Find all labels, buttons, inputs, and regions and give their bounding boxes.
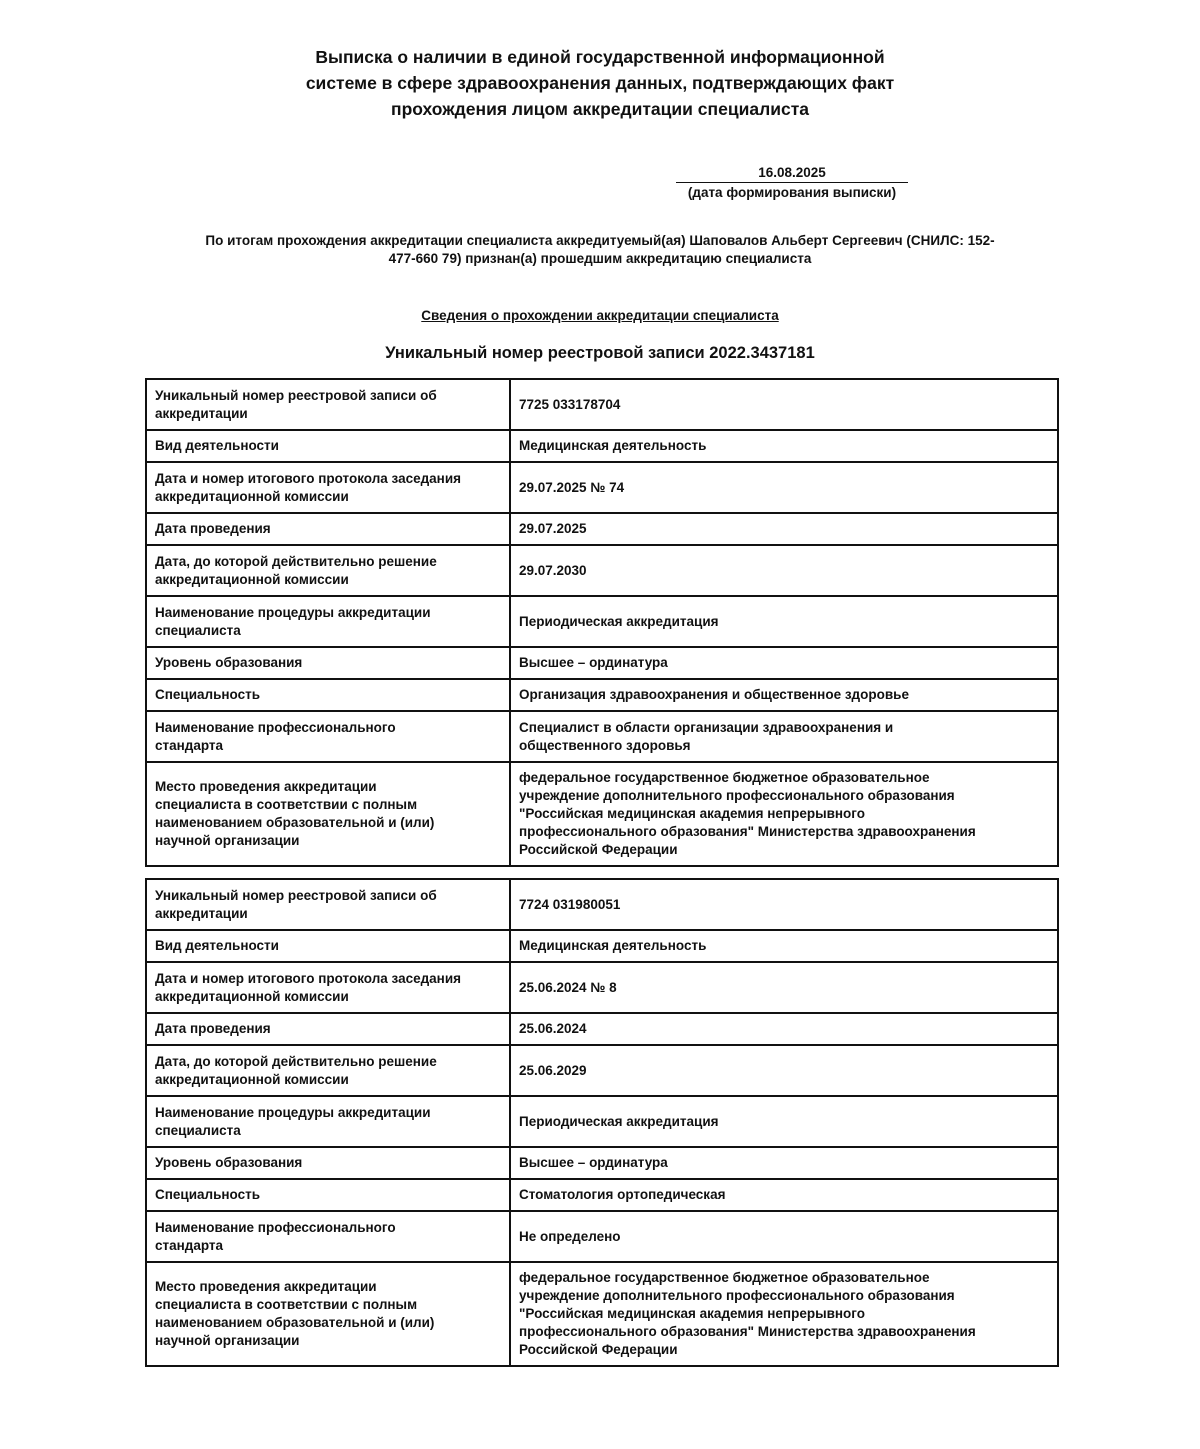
field-label (146, 879, 510, 930)
field-value-line: "Российская медицинская академия непрерывного (519, 1306, 865, 1321)
table-row (146, 1211, 1058, 1262)
field-value-line: Организация здравоохранения и общественное здоровье (519, 687, 909, 702)
table-row (146, 545, 1058, 596)
field-label-line: Вид деятельности (155, 438, 279, 453)
field-value (510, 930, 1058, 962)
document-title-line: системе в сфере здравоохранения данных, подтверждающих факт (305, 73, 895, 93)
field-value (510, 679, 1058, 711)
field-label-line: Дата, до которой действительно решение (155, 1053, 437, 1069)
section-heading: Сведения о прохождении аккредитации специалиста (421, 308, 779, 323)
field-label-line: наименованием образовательной и (или) (155, 815, 435, 830)
field-value (510, 596, 1058, 647)
field-label-line: Наименование процедуры аккредитации (155, 1104, 431, 1120)
field-value-line: федеральное государственное бюджетное образовательное (519, 770, 930, 785)
field-label (146, 430, 510, 462)
field-label (146, 679, 510, 711)
field-label-line: научной организации (155, 833, 300, 848)
field-label (146, 1013, 510, 1045)
accreditation-table-body (146, 879, 1058, 1366)
table-row (146, 711, 1058, 762)
field-value (510, 1013, 1058, 1045)
field-label (146, 1096, 510, 1147)
accreditation-table-2 (145, 878, 1059, 1367)
field-label-line: специалиста (155, 622, 241, 638)
field-value (510, 879, 1058, 930)
issue-date-block (672, 164, 912, 203)
field-value-line: 25.06.2024 (519, 1021, 587, 1036)
field-value-line: 25.06.2024 № 8 (519, 979, 617, 995)
field-value (510, 513, 1058, 545)
field-label (146, 379, 510, 430)
field-value-line: Медицинская деятельность (519, 438, 707, 453)
accreditation-table-1 (145, 378, 1059, 867)
field-label-line: Специальность (155, 1187, 261, 1202)
table-row (146, 1096, 1058, 1147)
field-label-line: Дата и номер итогового протокола заседания (155, 970, 462, 986)
field-label-line: специалиста в соответствии с полным (155, 1297, 418, 1312)
field-label-line: Уникальный номер реестровой записи об (155, 387, 437, 403)
field-label (146, 762, 510, 866)
field-value (510, 430, 1058, 462)
registry-number: Уникальный номер реестровой записи 2022.3437181 (385, 344, 815, 362)
field-value-line: профессионального образования" Министерства здравоохранения (519, 1324, 976, 1339)
table-row (146, 1013, 1058, 1045)
field-label-line: Дата и номер итогового протокола заседания (155, 470, 462, 486)
statement-line: По итогам прохождения аккредитации специалиста аккредитуемый(ая) Шаповалов Альберт Сергеевич (СНИЛС: 152- (205, 233, 995, 248)
field-value-line: профессионального образования" Министерства здравоохранения (519, 824, 976, 839)
document-title (200, 44, 1000, 122)
field-label (146, 711, 510, 762)
field-label (146, 930, 510, 962)
field-value (510, 545, 1058, 596)
table-row (146, 462, 1058, 513)
field-value-line: Российской Федерации (519, 842, 678, 857)
field-value-line: Специалист в области организации здравоохранения и (519, 719, 894, 735)
table-row (146, 930, 1058, 962)
field-label-line: стандарта (155, 1237, 224, 1253)
field-label (146, 962, 510, 1013)
field-label-line: аккредитации (155, 405, 248, 421)
table-row (146, 762, 1058, 866)
field-label (146, 462, 510, 513)
field-value-line: федеральное государственное бюджетное образовательное (519, 1270, 930, 1285)
field-value (510, 1147, 1058, 1179)
field-value-line: 29.07.2025 № 74 (519, 479, 625, 495)
field-label (146, 1045, 510, 1096)
field-value-line: 29.07.2030 (519, 562, 587, 578)
table-row (146, 1179, 1058, 1211)
field-value-line: 7725 033178704 (519, 396, 621, 412)
table-row (146, 879, 1058, 930)
field-label (146, 596, 510, 647)
document-title-line: Выписка о наличии в единой государственной информационной (315, 47, 885, 67)
field-value-line: Не определено (519, 1228, 621, 1244)
statement-line: 477-660 79) признан(а) прошедшим аккредитацию специалиста (388, 251, 812, 266)
table-row (146, 1045, 1058, 1096)
issue-date: 16.08.2025 (676, 164, 908, 183)
field-label (146, 513, 510, 545)
accreditation-statement (140, 232, 1060, 268)
field-label-line: научной организации (155, 1333, 300, 1348)
field-value-line: "Российская медицинская академия непрерывного (519, 806, 865, 821)
table-row (146, 1147, 1058, 1179)
field-value (510, 1262, 1058, 1366)
field-label-line: специалиста (155, 1122, 241, 1138)
field-label (146, 1262, 510, 1366)
field-label-line: аккредитационной комиссии (155, 1071, 349, 1087)
field-value (510, 962, 1058, 1013)
field-value (510, 1045, 1058, 1096)
field-value (510, 711, 1058, 762)
field-label-line: аккредитационной комиссии (155, 488, 349, 504)
table-row (146, 679, 1058, 711)
field-value (510, 462, 1058, 513)
field-label-line: Наименование профессионального (155, 1219, 396, 1235)
field-label-line: Вид деятельности (155, 938, 279, 953)
field-label-line: аккредитационной комиссии (155, 988, 349, 1004)
document-title-line: прохождения лицом аккредитации специалиста (391, 99, 809, 119)
field-label-line: Уровень образования (155, 1155, 303, 1170)
field-value (510, 1179, 1058, 1211)
field-value-line: Высшее – ординатура (519, 1155, 668, 1170)
field-value (510, 762, 1058, 866)
field-label-line: аккредитационной комиссии (155, 571, 349, 587)
field-label-line: стандарта (155, 737, 224, 753)
field-value-line: 25.06.2029 (519, 1062, 587, 1078)
field-label-line: Уровень образования (155, 655, 303, 670)
field-value-line: Высшее – ординатура (519, 655, 668, 670)
field-value-line: Периодическая аккредитация (519, 613, 719, 629)
field-value (510, 379, 1058, 430)
field-value-line: Периодическая аккредитация (519, 1113, 719, 1129)
field-label (146, 1211, 510, 1262)
field-value-line: Российской Федерации (519, 1342, 678, 1357)
field-label-line: Место проведения аккредитации (155, 1279, 377, 1294)
accreditation-table-body (146, 379, 1058, 866)
field-label-line: Уникальный номер реестровой записи об (155, 887, 437, 903)
field-label-line: Дата проведения (155, 1021, 271, 1036)
field-value-line: учреждение дополнительного профессионального образования (519, 788, 955, 803)
field-value-line: учреждение дополнительного профессионального образования (519, 1288, 955, 1303)
table-row (146, 430, 1058, 462)
table-row (146, 596, 1058, 647)
table-row (146, 379, 1058, 430)
field-value (510, 647, 1058, 679)
field-label-line: Дата, до которой действительно решение (155, 553, 437, 569)
field-label-line: Специальность (155, 687, 261, 702)
table-row (146, 513, 1058, 545)
field-value (510, 1211, 1058, 1262)
issue-date-caption: (дата формирования выписки) (687, 185, 897, 200)
table-row (146, 1262, 1058, 1366)
field-label (146, 545, 510, 596)
table-row (146, 962, 1058, 1013)
field-label-line: наименованием образовательной и (или) (155, 1315, 435, 1330)
field-value-line: общественного здоровья (519, 737, 691, 753)
field-label-line: Наименование процедуры аккредитации (155, 604, 431, 620)
field-value-line: Медицинская деятельность (519, 938, 707, 953)
field-label-line: Наименование профессионального (155, 719, 396, 735)
field-label-line: Дата проведения (155, 521, 271, 536)
field-value (510, 1096, 1058, 1147)
table-row (146, 647, 1058, 679)
field-label (146, 1147, 510, 1179)
field-label-line: специалиста в соответствии с полным (155, 797, 418, 812)
field-label (146, 647, 510, 679)
field-label (146, 1179, 510, 1211)
field-value-line: 7724 031980051 (519, 896, 621, 912)
field-label-line: аккредитации (155, 905, 248, 921)
field-value-line: Стоматология ортопедическая (519, 1187, 726, 1202)
field-value-line: 29.07.2025 (519, 521, 587, 536)
field-label-line: Место проведения аккредитации (155, 779, 377, 794)
